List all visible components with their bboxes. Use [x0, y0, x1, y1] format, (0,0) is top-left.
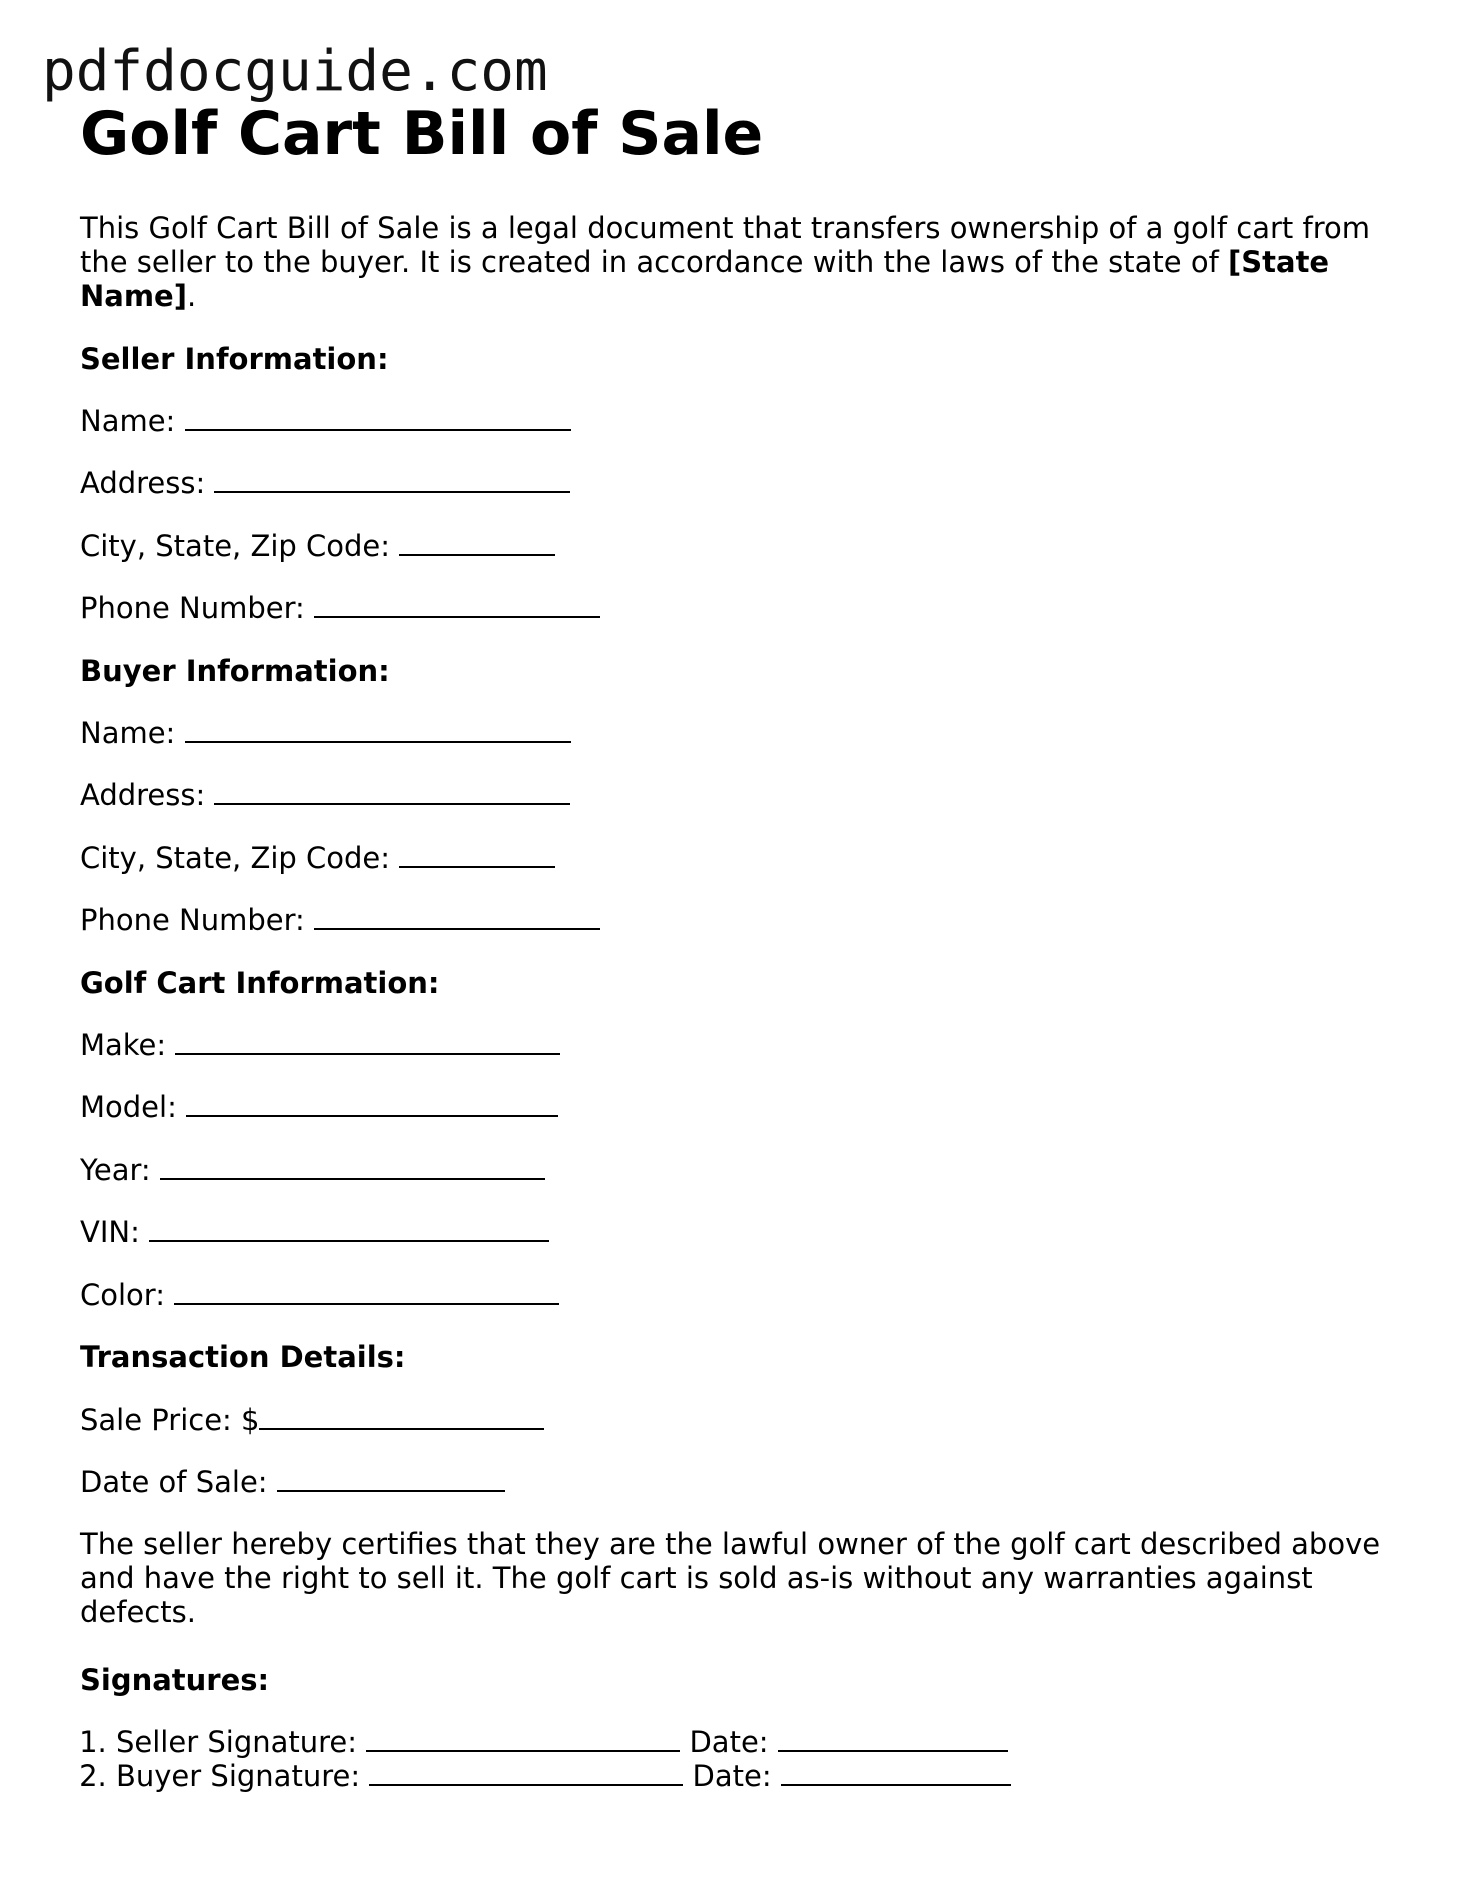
- seller-heading: Seller Information:: [80, 342, 389, 376]
- cart-year-field[interactable]: Year:: [80, 1153, 545, 1187]
- page-title: Golf Cart Bill of Sale: [80, 99, 764, 169]
- intro-line-3: Name].: [80, 279, 197, 313]
- buyer-city-field[interactable]: City, State, Zip Code:: [80, 841, 555, 875]
- seller-city-field[interactable]: City, State, Zip Code:: [80, 529, 555, 563]
- cart-heading: Golf Cart Information:: [80, 966, 440, 1000]
- signature-list: [80, 1725, 1011, 1793]
- intro-line-1: This Golf Cart Bill of Sale is a legal document that transfers ownership of a golf cart from: [80, 211, 1370, 245]
- buyer-name-field[interactable]: Name:: [80, 716, 571, 750]
- watermark: pdfdocguide.com: [42, 39, 548, 104]
- buyer-address-field[interactable]: Address:: [80, 778, 570, 812]
- cart-make-field[interactable]: Make:: [80, 1028, 560, 1062]
- sale-price-field[interactable]: Sale Price: $: [80, 1403, 544, 1437]
- seller-signature-row[interactable]: 1. Seller Signature: Date:: [116, 1725, 1011, 1759]
- cart-model-field[interactable]: Model:: [80, 1090, 558, 1124]
- state-placeholder: [State: [1228, 245, 1330, 279]
- cart-color-field[interactable]: Color:: [80, 1278, 559, 1312]
- sale-date-field[interactable]: Date of Sale:: [80, 1465, 505, 1499]
- cart-vin-field[interactable]: VIN:: [80, 1215, 549, 1249]
- intro-paragraph: [80, 211, 1380, 313]
- seller-name-field[interactable]: Name:: [80, 404, 571, 438]
- signatures-heading: Signatures:: [80, 1663, 270, 1697]
- certification-paragraph: The seller hereby certifies that they are the lawful owner of the golf cart described above and have the right to sell it. The golf cart is sold as-is without any warranties against defects.: [80, 1527, 1381, 1629]
- seller-address-field[interactable]: Address:: [80, 466, 570, 500]
- buyer-phone-field[interactable]: Phone Number:: [80, 903, 600, 937]
- transaction-heading: Transaction Details:: [80, 1340, 406, 1374]
- seller-phone-field[interactable]: Phone Number:: [80, 591, 600, 625]
- intro-line-2: the seller to the buyer. It is created in accordance with the laws of the state of [State: [80, 245, 1330, 279]
- buyer-signature-row[interactable]: 2. Buyer Signature: Date:: [116, 1759, 1011, 1793]
- buyer-heading: Buyer Information:: [80, 654, 390, 688]
